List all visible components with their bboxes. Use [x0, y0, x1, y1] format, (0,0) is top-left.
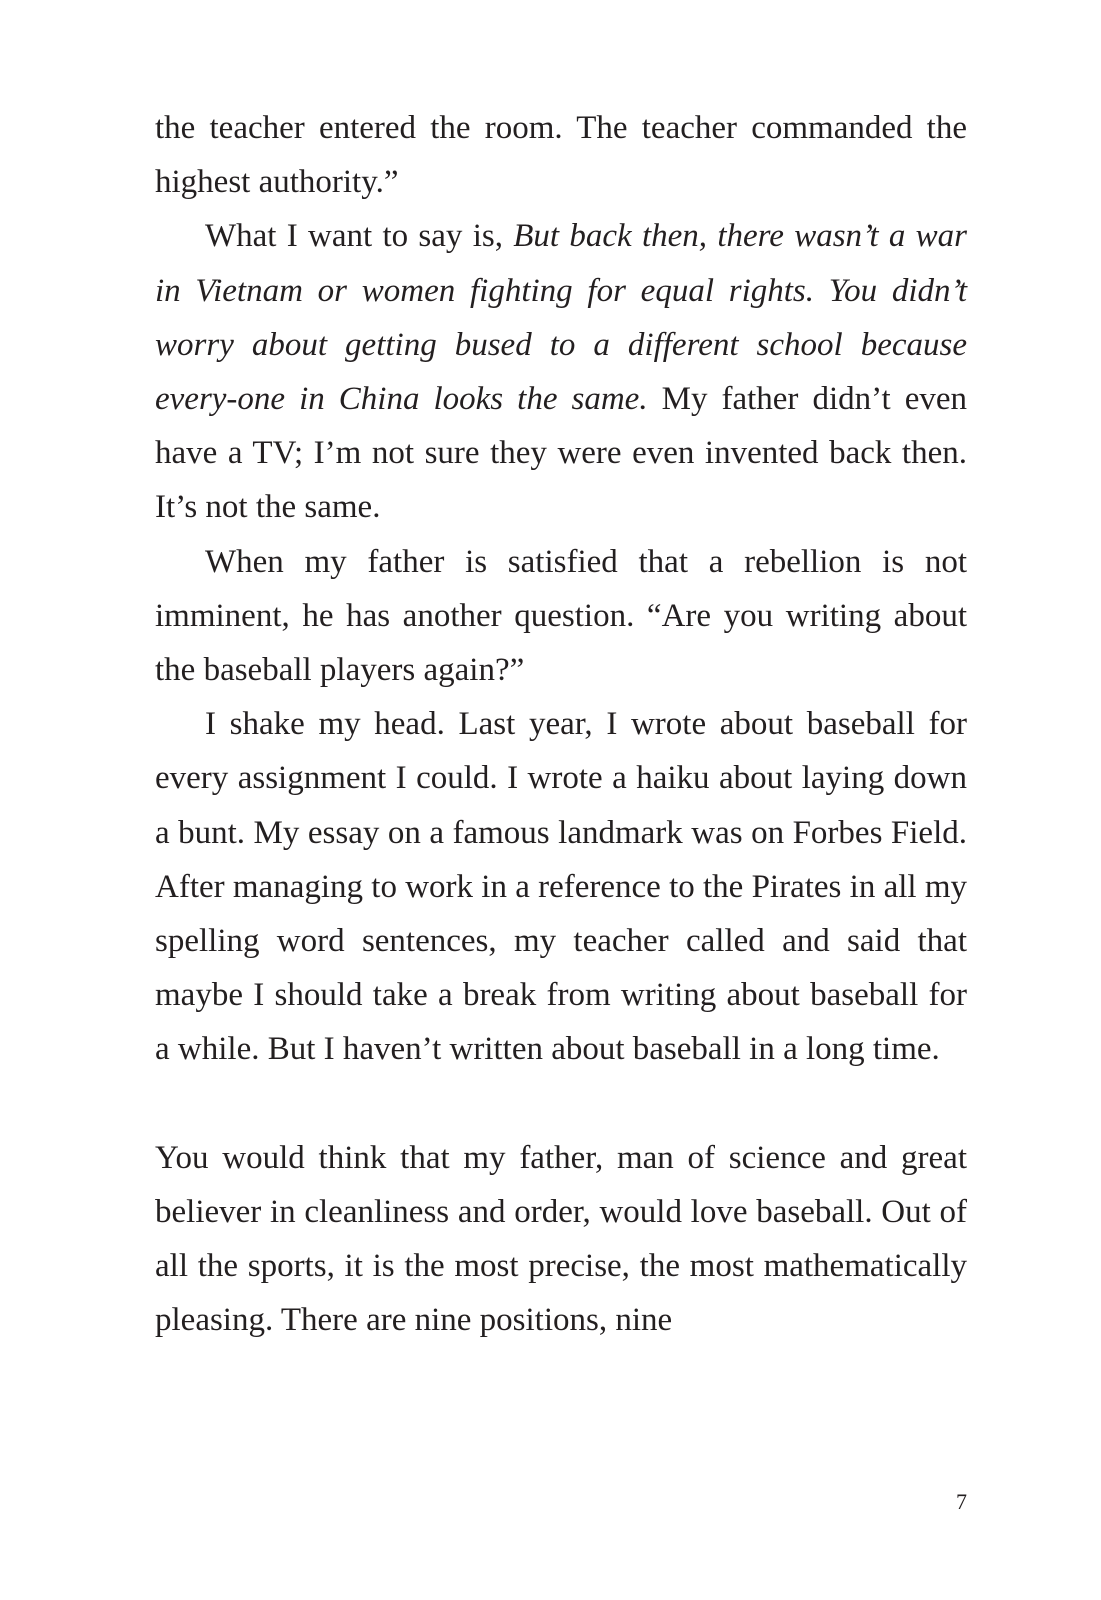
page-body — [155, 101, 967, 1347]
paragraph-what-i-want-to-say — [155, 209, 967, 534]
paragraph-continued: the teacher entered the room. The teacher commanded the highest authority.” — [155, 110, 967, 201]
paragraph-tail-text: My father didn’t even have a TV; I’m not sure they were even invented back then. It’s not the same. — [155, 381, 967, 526]
paragraph-lead-text: What I want to say is, — [205, 218, 514, 255]
paragraph-baseball-writing: I shake my head. Last year, I wrote about baseball for every assignment I could. I wrote a haiku about laying down a bunt. My essay on a famous landmark was on Forbes Field. After managing to work in a reference to the Pirates in all my spelling word sentences, my teacher called and said that maybe I should take a break from writing about baseball for a while. But I haven’t written about baseball in a long time. — [155, 706, 967, 1068]
page-number: 7 — [956, 1489, 967, 1514]
paragraph-section-start: You would think that my father, man of science and great believer in cleanliness and order, would love baseball. Out of all the sports, it is the most precise, the most mathematically pleasing. There are nine positions, nine — [155, 1139, 967, 1339]
section-break — [155, 1077, 967, 1131]
paragraph-rebellion: When my father is satisfied that a rebellion is not imminent, he has another question. “Are you writing about the baseball players again?” — [155, 543, 967, 689]
italic-thought-text: But back then, there wasn’t a war in Vietnam or women fighting for equal rights. You didn’t worry about getting bused to a different school because every-one in China looks the same. — [155, 218, 967, 418]
